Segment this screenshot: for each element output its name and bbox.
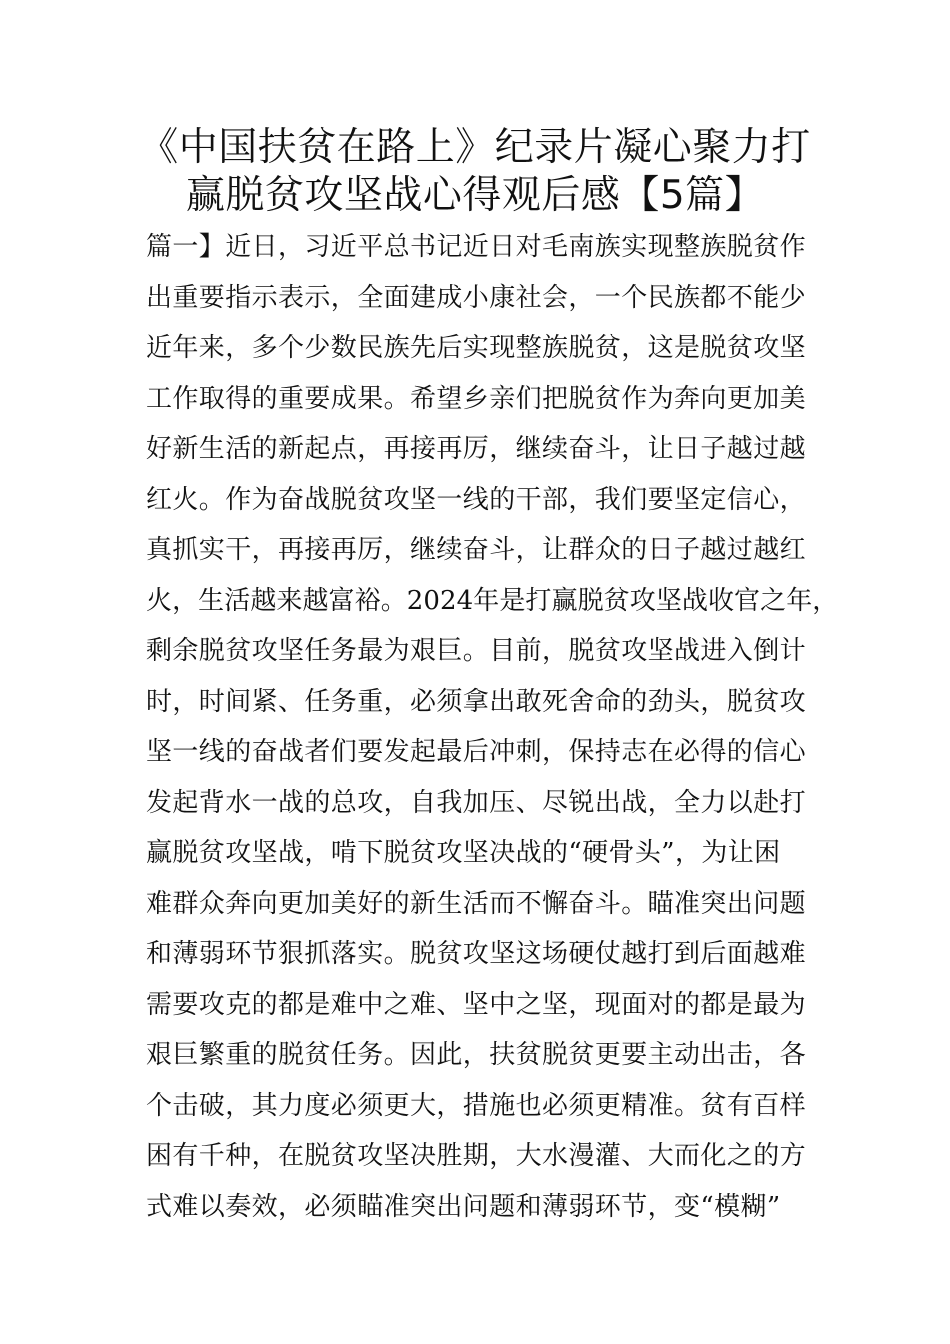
body-line: 发起背水一战的总攻，自我加压、尽锐出战，全力以赴打 [146,787,807,818]
document-title-line-1: 《中国扶贫在路上》纪录片凝心聚力打 [139,125,811,170]
body-line: 赢脱贫攻坚战，啃下脱贫攻坚决战的“硬骨头”，为让困 [146,838,781,868]
body-line: 篇一】近日，习近平总书记近日对毛南族实现整族脱贫作 [146,232,807,262]
document-body [146,222,839,1232]
body-line: 和薄弱环节狠抓落实。脱贫攻坚这场硬仗越打到后面越难 [146,939,807,969]
body-line: 困有千种，在脱贫攻坚决胜期，大水漫灌、大而化之的方 [146,1141,807,1171]
body-line: 出重要指示表示，全面建成小康社会，一个民族都不能少 [146,282,807,313]
document-title-line-2: 赢脱贫攻坚战心得观后感【5篇】 [185,173,765,218]
body-line: 剩余脱贫攻坚任务最为艰巨。目前，脱贫攻坚战进入倒计 [146,636,807,666]
body-line: 火，生活越来越富裕。2024年是打赢脱贫攻坚战收官之年， [146,585,839,616]
body-line: 个击破，其力度必须更大，措施也必须更精准。贫有百样 [146,1090,807,1121]
body-line: 坚一线的奋战者们要发起最后冲刺，保持志在必得的信心 [146,737,807,767]
body-line: 艰巨繁重的脱贫任务。因此，扶贫脱贫更要主动出击，各 [146,1040,807,1070]
body-line: 红火。作为奋战脱贫攻坚一线的干部，我们要坚定信心， [146,484,807,515]
body-line: 近年来，多个少数民族先后实现整族脱贫，这是脱贫攻坚 [146,333,807,363]
body-line: 时，时间紧、任务重，必须拿出敢死舍命的劲头，脱贫攻 [146,686,807,717]
body-line: 工作取得的重要成果。希望乡亲们把脱贫作为奔向更加美 [146,383,807,414]
body-line: 真抓实干，再接再厉，继续奋斗，让群众的日子越过越红 [146,535,807,565]
body-line: 式难以奏效，必须瞄准突出问题和薄弱环节，变“模糊” [146,1191,781,1222]
body-line: 需要攻克的都是难中之难、坚中之坚，现面对的都是最为 [146,989,807,1020]
body-line: 好新生活的新起点，再接再厉，继续奋斗，让日子越过越 [146,434,807,464]
body-line: 难群众奔向更加美好的新生活而不懈奋斗。瞄准突出问题 [146,888,807,919]
